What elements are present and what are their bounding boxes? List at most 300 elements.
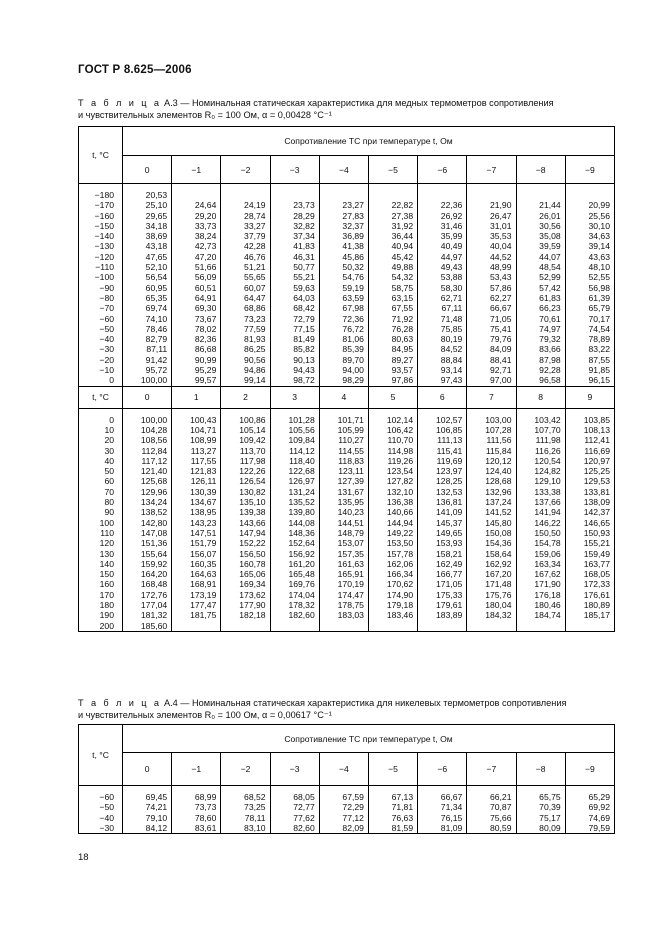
resistance-cell: 147,51 — [172, 528, 221, 538]
table-row — [79, 184, 615, 201]
resistance-cell: 91,85 — [565, 365, 614, 375]
temperature-cell: −10 — [79, 365, 123, 375]
resistance-cell: 164,20 — [123, 569, 172, 579]
resistance-cell: 123,97 — [418, 466, 467, 476]
resistance-cell: 105,14 — [221, 425, 270, 435]
table-row — [79, 549, 615, 559]
temperature-cell: 140 — [79, 559, 123, 569]
resistance-cell: 122,68 — [270, 466, 319, 476]
t-column-header: t, °С — [79, 386, 123, 408]
resistance-cell: 60,51 — [172, 283, 221, 293]
resistance-cell: 141,94 — [516, 507, 565, 517]
table-row — [79, 324, 615, 334]
resistance-cell: 73,25 — [221, 802, 270, 812]
caption-line2: и чувствительных элементов R₀ = 100 Ом, α = 0,00428 °С⁻¹ — [78, 110, 332, 120]
table-row — [79, 528, 615, 538]
resistance-cell: 80,19 — [418, 334, 467, 344]
resistance-cell: 74,69 — [565, 813, 614, 823]
resistance-cell: 167,20 — [467, 569, 516, 579]
resistance-cell: 151,79 — [172, 538, 221, 548]
resistance-cell: 155,21 — [565, 538, 614, 548]
resistance-cell: 184,32 — [467, 610, 516, 620]
temperature-cell: 90 — [79, 507, 123, 517]
resistance-cell: 26,01 — [516, 211, 565, 221]
resistance-cell: 30,56 — [516, 221, 565, 231]
resistance-cell: 107,28 — [467, 425, 516, 435]
resistance-cell: 74,10 — [123, 314, 172, 324]
temperature-cell: −50 — [79, 802, 123, 812]
resistance-cell: 93,57 — [368, 365, 417, 375]
resistance-cell: 65,29 — [565, 786, 614, 803]
resistance-cell: 83,10 — [221, 823, 270, 834]
resistance-cell: 162,92 — [467, 559, 516, 569]
resistance-cell: 62,27 — [467, 293, 516, 303]
resistance-cell: 31,92 — [368, 221, 417, 231]
resistance-cell: 126,11 — [172, 476, 221, 486]
resistance-cell: 118,40 — [270, 456, 319, 466]
resistance-cell: 80,59 — [467, 823, 516, 834]
resistance-cell: 110,27 — [319, 435, 368, 445]
column-header: 2 — [221, 386, 270, 408]
resistance-cell: 31,01 — [467, 221, 516, 231]
resistance-cell: 128,68 — [467, 476, 516, 486]
resistance-cell: 68,99 — [172, 786, 221, 803]
resistance-cell: 178,75 — [319, 600, 368, 610]
resistance-cell: 75,17 — [516, 813, 565, 823]
temperature-cell: −130 — [79, 241, 123, 251]
resistance-cell: 72,36 — [319, 314, 368, 324]
resistance-cell: 27,83 — [319, 211, 368, 221]
table-row — [79, 408, 615, 425]
resistance-cell — [516, 621, 565, 632]
resistance-cell: 49,43 — [418, 262, 467, 272]
temperature-cell: 130 — [79, 549, 123, 559]
resistance-cell: 155,64 — [123, 549, 172, 559]
resistance-cell: 145,80 — [467, 518, 516, 528]
resistance-cell: 48,10 — [565, 262, 614, 272]
resistance-cell: 63,15 — [368, 293, 417, 303]
resistance-cell: 45,42 — [368, 252, 417, 262]
temperature-cell: −110 — [79, 262, 123, 272]
resistance-cell: 35,08 — [516, 231, 565, 241]
resistance-cell: 165,48 — [270, 569, 319, 579]
column-header: −7 — [467, 753, 516, 786]
resistance-cell: 160,78 — [221, 559, 270, 569]
resistance-cell: 46,31 — [270, 252, 319, 262]
table-row — [79, 446, 615, 456]
resistance-cell: 35,53 — [467, 231, 516, 241]
column-header: −5 — [368, 753, 417, 786]
temperature-cell: 160 — [79, 579, 123, 589]
resistance-cell: 68,86 — [221, 303, 270, 313]
resistance-cell: 177,47 — [172, 600, 221, 610]
resistance-cell: 133,38 — [516, 487, 565, 497]
temperature-cell: 80 — [79, 497, 123, 507]
resistance-cell: 161,20 — [270, 559, 319, 569]
resistance-cell — [467, 621, 516, 632]
resistance-cell: 59,63 — [270, 283, 319, 293]
resistance-cell: 22,36 — [418, 200, 467, 210]
table-row — [79, 476, 615, 486]
resistance-cell: 156,92 — [270, 549, 319, 559]
resistance-cell: 141,52 — [467, 507, 516, 517]
resistance-cell: 84,95 — [368, 344, 417, 354]
resistance-cell: 29,20 — [172, 211, 221, 221]
resistance-cell: 28,74 — [221, 211, 270, 221]
resistance-cell: 135,10 — [221, 497, 270, 507]
resistance-cell: 53,43 — [467, 272, 516, 282]
resistance-cell: 71,92 — [368, 314, 417, 324]
resistance-cell: 24,64 — [172, 200, 221, 210]
resistance-cell: 64,03 — [270, 293, 319, 303]
resistance-cell: 139,80 — [270, 507, 319, 517]
resistance-cell: 72,79 — [270, 314, 319, 324]
resistance-cell: 73,73 — [172, 802, 221, 812]
resistance-cell — [418, 184, 467, 201]
resistance-cell: 75,85 — [418, 324, 467, 334]
resistance-cell: 124,40 — [467, 466, 516, 476]
resistance-cell: 21,44 — [516, 200, 565, 210]
caption-prefix: Т а б л и ц а — [78, 698, 162, 708]
column-header: −4 — [319, 156, 368, 184]
table-row — [79, 334, 615, 344]
column-header: −1 — [172, 156, 221, 184]
resistance-cell: 89,27 — [368, 355, 417, 365]
resistance-cell: 34,63 — [565, 231, 614, 241]
resistance-cell: 78,46 — [123, 324, 172, 334]
resistance-cell: 127,82 — [368, 476, 417, 486]
resistance-cell: 103,42 — [516, 408, 565, 425]
resistance-cell: 99,57 — [172, 375, 221, 386]
table-a3 — [78, 126, 615, 632]
column-header: 4 — [319, 386, 368, 408]
resistance-cell: 33,73 — [172, 221, 221, 231]
resistance-cell: 114,12 — [270, 446, 319, 456]
temperature-cell: −30 — [79, 823, 123, 834]
temperature-cell: 120 — [79, 538, 123, 548]
table-row — [79, 221, 615, 231]
resistance-cell: 120,97 — [565, 456, 614, 466]
resistance-cell: 72,77 — [270, 802, 319, 812]
table-row — [79, 590, 615, 600]
temperature-cell: −30 — [79, 344, 123, 354]
resistance-cell: 37,34 — [270, 231, 319, 241]
resistance-cell: 90,56 — [221, 355, 270, 365]
resistance-cell: 94,86 — [221, 365, 270, 375]
resistance-cell — [467, 184, 516, 201]
resistance-cell: 101,28 — [270, 408, 319, 425]
temperature-cell: −80 — [79, 293, 123, 303]
resistance-cell: 44,07 — [516, 252, 565, 262]
resistance-cell: 68,05 — [270, 786, 319, 803]
resistance-cell: 100,00 — [123, 408, 172, 425]
resistance-cell: 85,82 — [270, 344, 319, 354]
resistance-cell: 82,60 — [270, 823, 319, 834]
resistance-cell: 117,12 — [123, 456, 172, 466]
resistance-cell: 143,66 — [221, 518, 270, 528]
resistance-cell: 44,52 — [467, 252, 516, 262]
resistance-cell: 163,77 — [565, 559, 614, 569]
resistance-cell: 183,03 — [319, 610, 368, 620]
table-row — [79, 786, 615, 803]
document-header: ГОСТ Р 8.625—2006 — [78, 64, 192, 76]
temperature-cell: −170 — [79, 200, 123, 210]
resistance-cell: 49,88 — [368, 262, 417, 272]
table-row — [79, 456, 615, 466]
resistance-cell: 95,72 — [123, 365, 172, 375]
table-row — [79, 600, 615, 610]
resistance-cell: 70,39 — [516, 802, 565, 812]
table-row — [79, 487, 615, 497]
resistance-cell: 51,66 — [172, 262, 221, 272]
resistance-cell: 152,64 — [270, 538, 319, 548]
resistance-cell — [516, 184, 565, 201]
resistance-cell: 50,77 — [270, 262, 319, 272]
temperature-cell: 180 — [79, 600, 123, 610]
resistance-cell: 77,59 — [221, 324, 270, 334]
resistance-cell: 126,97 — [270, 476, 319, 486]
temperature-cell: −60 — [79, 314, 123, 324]
resistance-cell: 87,11 — [123, 344, 172, 354]
table-row — [79, 355, 615, 365]
resistance-cell: 78,11 — [221, 813, 270, 823]
group-header: Сопротивление ТС при температуре t, Ом — [123, 127, 615, 156]
resistance-cell: 69,92 — [565, 802, 614, 812]
resistance-cell: 40,04 — [467, 241, 516, 251]
resistance-cell: 116,26 — [516, 446, 565, 456]
resistance-cell: 176,18 — [516, 590, 565, 600]
resistance-cell — [172, 621, 221, 632]
resistance-cell: 71,34 — [418, 802, 467, 812]
resistance-cell: 86,68 — [172, 344, 221, 354]
resistance-cell: 157,78 — [368, 549, 417, 559]
resistance-cell: 77,62 — [270, 813, 319, 823]
resistance-cell: 179,61 — [418, 600, 467, 610]
resistance-cell: 130,39 — [172, 487, 221, 497]
resistance-cell: 83,61 — [172, 823, 221, 834]
resistance-cell: 132,53 — [418, 487, 467, 497]
resistance-cell: 169,34 — [221, 579, 270, 589]
resistance-cell: 182,18 — [221, 610, 270, 620]
column-header: −4 — [319, 753, 368, 786]
resistance-cell: 71,05 — [467, 314, 516, 324]
resistance-cell: 110,70 — [368, 435, 417, 445]
resistance-cell: 176,61 — [565, 590, 614, 600]
resistance-cell: 177,90 — [221, 600, 270, 610]
resistance-cell: 99,14 — [221, 375, 270, 386]
column-header: 8 — [516, 386, 565, 408]
resistance-cell: 172,76 — [123, 590, 172, 600]
resistance-cell: 179,18 — [368, 600, 417, 610]
resistance-cell: 125,68 — [123, 476, 172, 486]
resistance-cell: 111,56 — [467, 435, 516, 445]
table-row — [79, 283, 615, 293]
resistance-cell: 97,43 — [418, 375, 467, 386]
resistance-cell: 46,76 — [221, 252, 270, 262]
column-header: −2 — [221, 753, 270, 786]
resistance-cell: 134,67 — [172, 497, 221, 507]
resistance-cell: 94,43 — [270, 365, 319, 375]
table-row — [79, 231, 615, 241]
resistance-cell: 85,39 — [319, 344, 368, 354]
resistance-cell: 20,99 — [565, 200, 614, 210]
resistance-cell: 41,83 — [270, 241, 319, 251]
table-row — [79, 497, 615, 507]
resistance-cell — [270, 621, 319, 632]
resistance-cell: 97,86 — [368, 375, 417, 386]
temperature-cell: −60 — [79, 786, 123, 803]
resistance-cell: 30,10 — [565, 221, 614, 231]
resistance-cell: 88,41 — [467, 355, 516, 365]
resistance-cell: 69,74 — [123, 303, 172, 313]
resistance-cell: 165,06 — [221, 569, 270, 579]
resistance-cell — [368, 184, 417, 201]
resistance-cell: 52,55 — [565, 272, 614, 282]
resistance-cell: 184,74 — [516, 610, 565, 620]
resistance-cell: 82,79 — [123, 334, 172, 344]
resistance-cell: 92,71 — [467, 365, 516, 375]
resistance-cell: 173,62 — [221, 590, 270, 600]
table-row — [79, 569, 615, 579]
resistance-cell: 79,10 — [123, 813, 172, 823]
resistance-cell: 169,76 — [270, 579, 319, 589]
resistance-cell: 28,29 — [270, 211, 319, 221]
column-header: 6 — [418, 386, 467, 408]
resistance-cell: 81,09 — [418, 823, 467, 834]
column-header: 0 — [123, 156, 172, 184]
resistance-cell: 65,75 — [516, 786, 565, 803]
resistance-cell: 100,43 — [172, 408, 221, 425]
resistance-cell: 106,85 — [418, 425, 467, 435]
table-row — [79, 272, 615, 282]
table-row — [79, 621, 615, 632]
resistance-cell: 113,70 — [221, 446, 270, 456]
resistance-cell: 42,73 — [172, 241, 221, 251]
resistance-cell: 182,60 — [270, 610, 319, 620]
resistance-cell: 81,06 — [319, 334, 368, 344]
resistance-cell: 137,66 — [516, 497, 565, 507]
resistance-cell: 34,18 — [123, 221, 172, 231]
resistance-cell: 79,59 — [565, 823, 614, 834]
resistance-cell: 48,99 — [467, 262, 516, 272]
resistance-cell: 162,06 — [368, 559, 417, 569]
resistance-cell: 70,61 — [516, 314, 565, 324]
group-header: Сопротивление ТС при температуре t, Ом — [123, 725, 615, 753]
resistance-cell: 59,19 — [319, 283, 368, 293]
resistance-cell — [319, 621, 368, 632]
resistance-cell: 115,41 — [418, 446, 467, 456]
resistance-cell: 84,09 — [467, 344, 516, 354]
resistance-cell — [418, 621, 467, 632]
resistance-cell: 170,19 — [319, 579, 368, 589]
table-row — [79, 425, 615, 435]
resistance-cell: 76,72 — [319, 324, 368, 334]
resistance-cell: 105,99 — [319, 425, 368, 435]
resistance-cell: 136,81 — [418, 497, 467, 507]
resistance-cell: 26,92 — [418, 211, 467, 221]
column-header: −9 — [565, 156, 614, 184]
resistance-cell — [270, 184, 319, 201]
resistance-cell: 178,32 — [270, 600, 319, 610]
table-row — [79, 262, 615, 272]
temperature-cell: 170 — [79, 590, 123, 600]
column-header: −8 — [516, 156, 565, 184]
resistance-cell: 144,08 — [270, 518, 319, 528]
column-header: −6 — [418, 156, 467, 184]
table-row — [79, 579, 615, 589]
temperature-cell: −40 — [79, 334, 123, 344]
resistance-cell: 54,32 — [368, 272, 417, 282]
resistance-cell: 74,54 — [565, 324, 614, 334]
resistance-cell: 120,12 — [467, 456, 516, 466]
resistance-cell: 119,69 — [418, 456, 467, 466]
column-header: 0 — [123, 753, 172, 786]
resistance-cell: 153,07 — [319, 538, 368, 548]
resistance-cell: 39,14 — [565, 241, 614, 251]
resistance-cell: 90,99 — [172, 355, 221, 365]
resistance-cell: 125,25 — [565, 466, 614, 476]
resistance-cell: 142,37 — [565, 507, 614, 517]
column-header: −1 — [172, 753, 221, 786]
resistance-cell — [565, 621, 614, 632]
resistance-cell: 156,50 — [221, 549, 270, 559]
resistance-cell: 129,96 — [123, 487, 172, 497]
column-header: −6 — [418, 753, 467, 786]
table-row — [79, 314, 615, 324]
resistance-cell: 131,67 — [319, 487, 368, 497]
temperature-cell: −120 — [79, 252, 123, 262]
resistance-cell: 98,72 — [270, 375, 319, 386]
resistance-cell: 83,66 — [516, 344, 565, 354]
resistance-cell — [319, 184, 368, 201]
resistance-cell: 69,30 — [172, 303, 221, 313]
resistance-cell: 102,57 — [418, 408, 467, 425]
resistance-cell: 164,63 — [172, 569, 221, 579]
table-row — [79, 365, 615, 375]
resistance-cell: 71,48 — [418, 314, 467, 324]
resistance-cell: 83,22 — [565, 344, 614, 354]
resistance-cell: 27,38 — [368, 211, 417, 221]
resistance-cell: 149,65 — [418, 528, 467, 538]
resistance-cell — [565, 184, 614, 201]
resistance-cell: 183,89 — [418, 610, 467, 620]
column-header: 7 — [467, 386, 516, 408]
resistance-cell: 32,82 — [270, 221, 319, 231]
resistance-cell: 120,54 — [516, 456, 565, 466]
temperature-cell: 200 — [79, 621, 123, 632]
resistance-cell: 138,09 — [565, 497, 614, 507]
resistance-cell: 39,59 — [516, 241, 565, 251]
resistance-cell: 66,67 — [467, 303, 516, 313]
resistance-cell: 51,21 — [221, 262, 270, 272]
resistance-cell: 152,22 — [221, 538, 270, 548]
table-row — [79, 610, 615, 620]
resistance-cell: 166,77 — [418, 569, 467, 579]
table-row — [79, 466, 615, 476]
resistance-cell: 141,09 — [418, 507, 467, 517]
resistance-cell: 126,54 — [221, 476, 270, 486]
resistance-cell: 84,52 — [418, 344, 467, 354]
column-header: −3 — [270, 753, 319, 786]
resistance-cell: 170,62 — [368, 579, 417, 589]
t-column-header: t, °С — [79, 725, 123, 786]
resistance-cell: 74,21 — [123, 802, 172, 812]
resistance-cell: 56,09 — [172, 272, 221, 282]
resistance-cell: 76,28 — [368, 324, 417, 334]
resistance-cell: 52,10 — [123, 262, 172, 272]
resistance-cell: 45,86 — [319, 252, 368, 262]
resistance-cell: 140,23 — [319, 507, 368, 517]
